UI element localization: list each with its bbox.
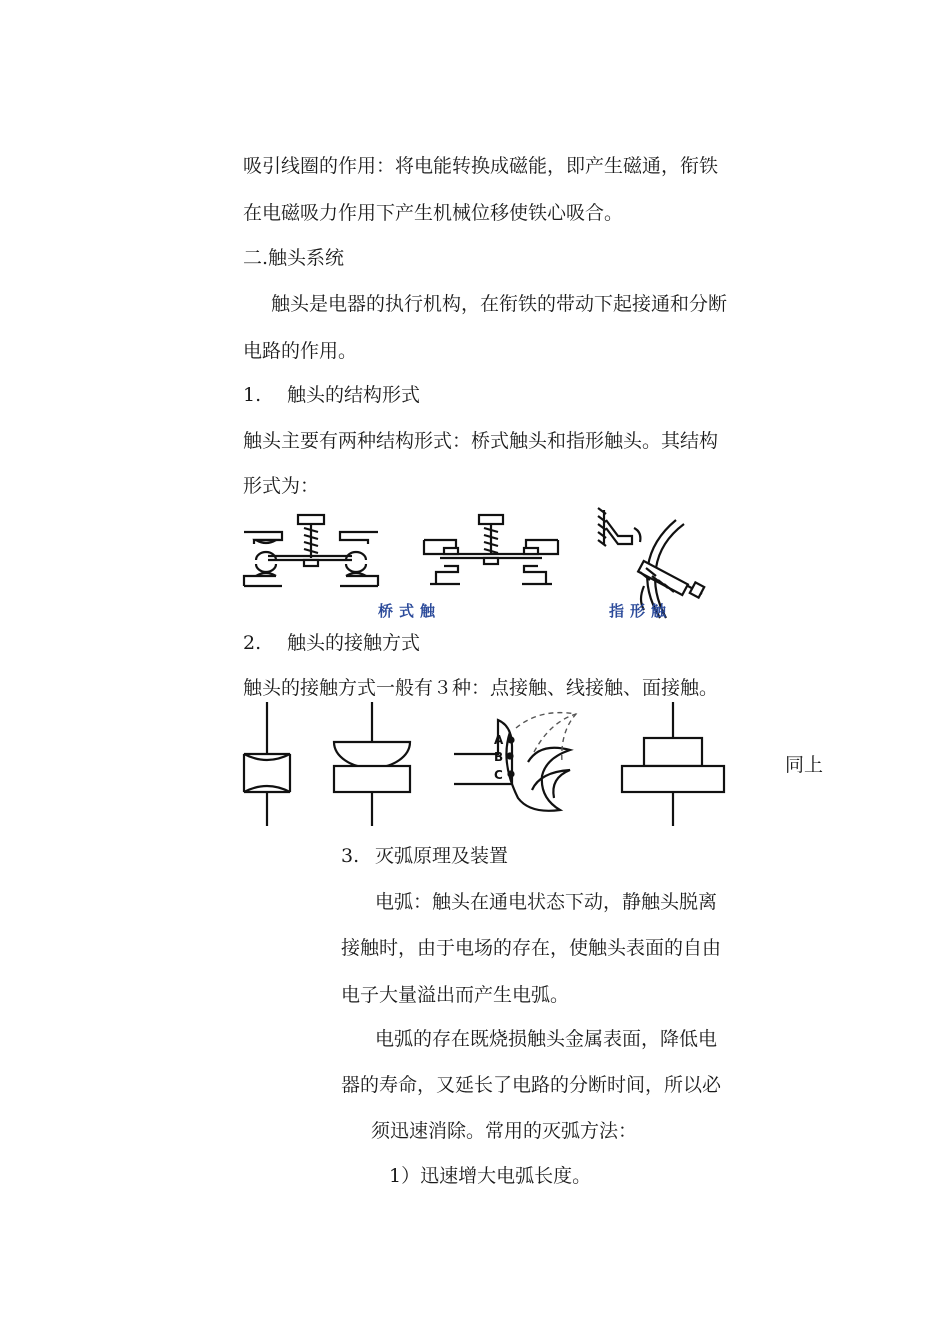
line-contact-diagram xyxy=(334,702,410,826)
side-note: 同上 xyxy=(785,754,824,776)
paragraph-structure-line2: 形式为： xyxy=(243,475,320,497)
paragraph-arc-effect-line3: 须迅速消除。常用的灭弧方法： xyxy=(371,1120,638,1142)
heading-contact-method xyxy=(243,631,420,655)
paragraph-coil-line2: 在电磁吸力作用下产生机械位移使铁心吸合。 xyxy=(243,202,624,224)
point-label-b: B xyxy=(494,750,504,764)
point-label-a: A xyxy=(494,733,504,747)
heading-structure xyxy=(243,383,420,407)
heading-number: 2. xyxy=(243,632,262,654)
section-title-contact-system: 二.触头系统 xyxy=(243,247,345,269)
heading-text: 触头的接触方式 xyxy=(287,632,421,654)
paragraph-arc-effect-line2: 器的寿命，又延长了电路的分断时间，所以必 xyxy=(341,1074,722,1096)
heading-text: 灭弧原理及装置 xyxy=(375,845,509,867)
heading-text: 触头的结构形式 xyxy=(287,384,421,406)
rolling-contact-diagram xyxy=(454,713,576,811)
heading-number: 3. xyxy=(341,845,360,867)
bridge-contact-flat-diagram xyxy=(424,515,558,584)
paragraph-contact-method: 触头的接触方式一般有３种：点接触、线接触、面接触。 xyxy=(243,677,719,699)
point-label-c: C xyxy=(494,768,503,782)
paragraph-arc-line3: 电子大量溢出而产生电弧。 xyxy=(341,984,570,1006)
point-contact-diagram xyxy=(244,702,290,826)
paragraph-structure-line1: 触头主要有两种结构形式：桥式触头和指形触头。其结构 xyxy=(243,430,719,452)
figure-label-bridge: 桥式触 xyxy=(378,602,442,620)
figure-contact-modes xyxy=(240,702,740,830)
bridge-contact-round-diagram xyxy=(244,515,378,586)
paragraph-arc-line2: 接触时，由于电场的存在，使触头表面的自由 xyxy=(341,937,722,959)
paragraph-contact-line1: 触头是电器的执行机构，在衔铁的带动下起接通和分断 xyxy=(271,293,728,315)
heading-arc xyxy=(341,844,508,868)
paragraph-coil-line1: 吸引线圈的作用：将电能转换成磁能，即产生磁通，衔铁 xyxy=(243,155,719,177)
paragraph-arc-effect-line1: 电弧的存在既烧损触头金属表面，降低电 xyxy=(375,1028,718,1050)
heading-number: 1. xyxy=(243,384,262,406)
surface-contact-diagram xyxy=(622,702,724,826)
figure-label-finger: 指形触 xyxy=(609,602,673,620)
list-item-method-1: 1）迅速增大电弧长度。 xyxy=(389,1165,592,1187)
paragraph-contact-line2: 电路的作用。 xyxy=(243,340,358,362)
paragraph-arc-line1: 电弧：触头在通电状态下动，静触头脱离 xyxy=(375,891,718,913)
